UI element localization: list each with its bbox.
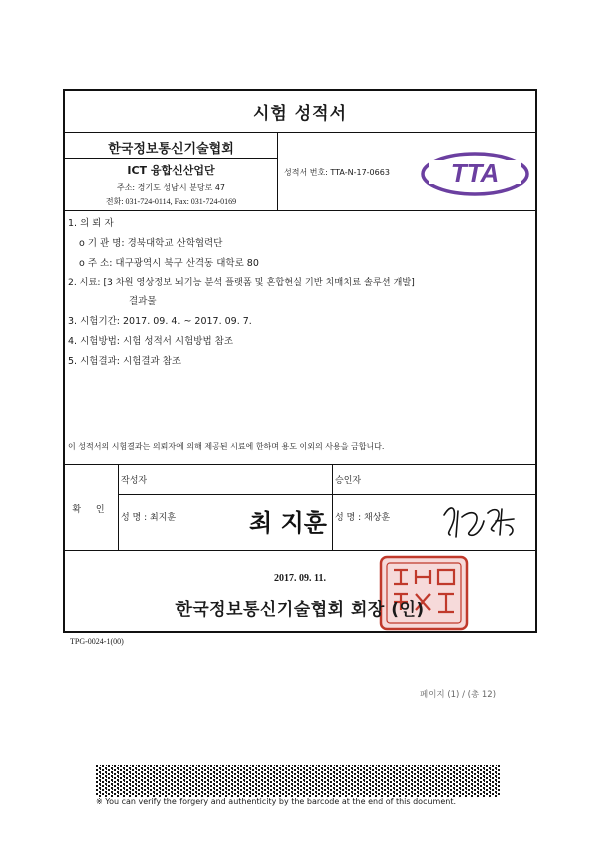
president-signature-line: 한국정보통신기술협회 회장 (인) <box>175 600 425 620</box>
tta-logo <box>419 146 531 198</box>
document-title: 시험 성적서 <box>252 104 348 124</box>
tta-logo-text: TTA <box>450 158 500 188</box>
approver-signature <box>436 495 526 547</box>
author-column <box>118 465 333 551</box>
form-code: TPG-0024-1(00) <box>70 637 124 646</box>
confirmation-section <box>65 465 535 551</box>
author-header: 작성자 <box>118 465 332 495</box>
organization-phone: 전화: 031-724-0114, Fax: 031-724-0169 <box>105 197 237 206</box>
test-period: 3. 시험기간: 2017. 09. 4. ~ 2017. 09. 7. <box>68 316 252 327</box>
title-row <box>65 91 535 133</box>
confirmation-label <box>65 465 119 551</box>
confirmation-label-text: 확 인 <box>72 504 111 515</box>
test-method: 4. 시험방법: 시험 성적서 시험방법 참조 <box>68 336 234 347</box>
author-signature-text: 최 지훈 <box>249 509 327 537</box>
certificate-number: 성적서 번호: TTA-N-17-0663 <box>284 168 390 177</box>
client-header: 1. 의 뢰 자 <box>68 218 114 229</box>
organization-division: ICT 융합신산업단 <box>127 164 215 177</box>
certificate-frame <box>63 89 537 633</box>
author-name: 성 명 : 최지훈 <box>121 513 177 523</box>
organization-name: 한국정보통신기술협회 <box>108 142 234 157</box>
test-result: 5. 시험결과: 시험결과 참조 <box>68 356 182 367</box>
approver-column <box>332 465 535 551</box>
usage-notice: 이 성적서의 시험결과는 의뢰자에 의해 제공된 시료에 한하며 용도 이외의 사용을 금합니다. <box>68 442 385 451</box>
official-seal <box>378 554 470 632</box>
certificate-header-right <box>278 133 535 211</box>
certificate-body <box>65 211 535 465</box>
sample-line-continued: 결과물 <box>129 296 157 307</box>
organization-divider <box>65 158 277 159</box>
organization-address: 주소: 경기도 성남시 분당로 47 <box>116 183 226 192</box>
client-organization: o 기 관 명: 경북대학교 산학협력단 <box>79 238 223 249</box>
page-indicator: 페이지 (1) / (총 12) <box>420 690 497 700</box>
approver-name: 성 명 : 채상훈 <box>335 513 391 523</box>
client-address: o 주 소: 대구광역시 북구 산격동 대학로 80 <box>79 258 259 269</box>
verification-barcode <box>96 765 500 797</box>
organization-block <box>65 133 278 211</box>
issue-date: 2017. 09. 11. <box>274 573 326 584</box>
approver-header: 승인자 <box>332 465 535 495</box>
author-signature <box>248 495 328 547</box>
issuance-section <box>65 551 535 631</box>
verification-note: ※ You can verify the forgery and authenticity by the barcode at the end of this document. <box>96 797 456 806</box>
sample-line: 2. 시료: [3 차원 영상정보 뇌기능 분석 플랫폼 및 혼합현실 기반 치매치료 솔루션 개발] <box>68 277 415 288</box>
